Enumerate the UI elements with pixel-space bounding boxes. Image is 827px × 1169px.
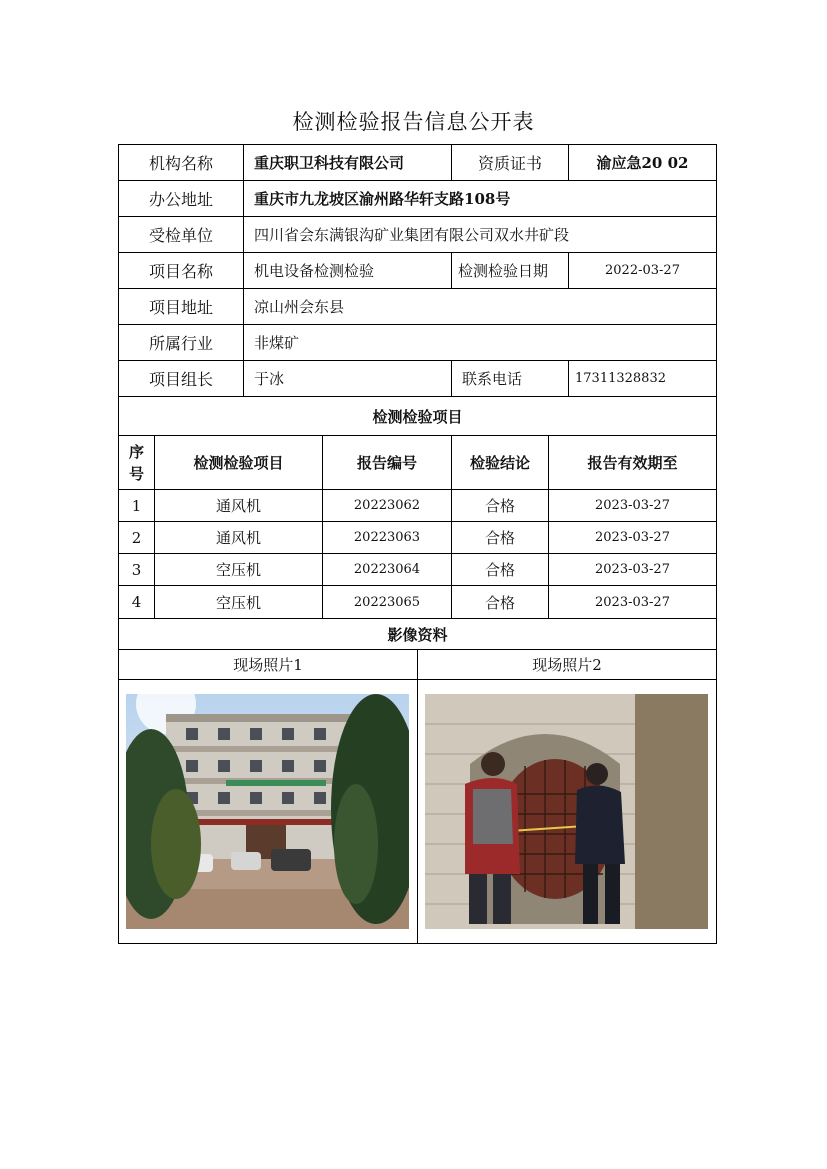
date-label: 检测检验日期 <box>451 252 569 289</box>
site-label: 项目地址 <box>118 288 244 325</box>
phone-label: 联系电话 <box>451 360 569 397</box>
row-report-no: 20223065 <box>322 585 452 619</box>
row-item: 通风机 <box>154 489 323 522</box>
photo1-label: 现场照片1 <box>118 649 418 680</box>
row-result: 合格 <box>451 553 549 586</box>
row-result: 合格 <box>451 585 549 619</box>
row-report-no: 20223063 <box>322 521 452 554</box>
phone-value: 17311328832 <box>568 360 717 397</box>
project-label: 项目名称 <box>118 252 244 289</box>
site-photo-fan <box>425 694 708 929</box>
row-valid-until: 2023-03-27 <box>548 585 717 619</box>
site-photo-building <box>126 694 409 929</box>
row-valid-until: 2023-03-27 <box>548 489 717 522</box>
valid-until-header: 报告有效期至 <box>548 435 717 490</box>
seq-header: 序号 <box>118 435 155 490</box>
project-value: 机电设备检测检验 <box>243 252 452 289</box>
leader-value: 于冰 <box>243 360 452 397</box>
photos-heading: 影像资料 <box>118 618 717 650</box>
result-header: 检验结论 <box>451 435 549 490</box>
item-header: 检测检验项目 <box>154 435 323 490</box>
row-result: 合格 <box>451 521 549 554</box>
org-label: 机构名称 <box>118 144 244 181</box>
row-seq: 1 <box>118 489 155 522</box>
row-seq: 3 <box>118 553 155 586</box>
photo2-label: 现场照片2 <box>417 649 717 680</box>
leader-label: 项目组长 <box>118 360 244 397</box>
row-valid-until: 2023-03-27 <box>548 521 717 554</box>
industry-value: 非煤矿 <box>243 324 717 361</box>
site-value: 凉山州会东县 <box>243 288 717 325</box>
page-title: 检测检验报告信息公开表 <box>292 110 535 134</box>
row-item: 空压机 <box>154 585 323 619</box>
org-value: 重庆职卫科技有限公司 <box>243 144 452 181</box>
date-value: 2022-03-27 <box>568 252 717 289</box>
row-item: 通风机 <box>154 521 323 554</box>
row-seq: 2 <box>118 521 155 554</box>
cert-value: 渝应急20 02 <box>568 144 717 181</box>
row-valid-until: 2023-03-27 <box>548 553 717 586</box>
cert-label: 资质证书 <box>451 144 569 181</box>
row-report-no: 20223062 <box>322 489 452 522</box>
client-label: 受检单位 <box>118 216 244 253</box>
client-value: 四川省会东满银沟矿业集团有限公司双水井矿段 <box>243 216 717 253</box>
row-report-no: 20223064 <box>322 553 452 586</box>
address-value: 重庆市九龙坡区渝州路华轩支路108号 <box>243 180 717 217</box>
row-result: 合格 <box>451 489 549 522</box>
row-seq: 4 <box>118 585 155 619</box>
items-heading: 检测检验项目 <box>118 396 717 436</box>
row-item: 空压机 <box>154 553 323 586</box>
industry-label: 所属行业 <box>118 324 244 361</box>
report-no-header: 报告编号 <box>322 435 452 490</box>
address-label: 办公地址 <box>118 180 244 217</box>
